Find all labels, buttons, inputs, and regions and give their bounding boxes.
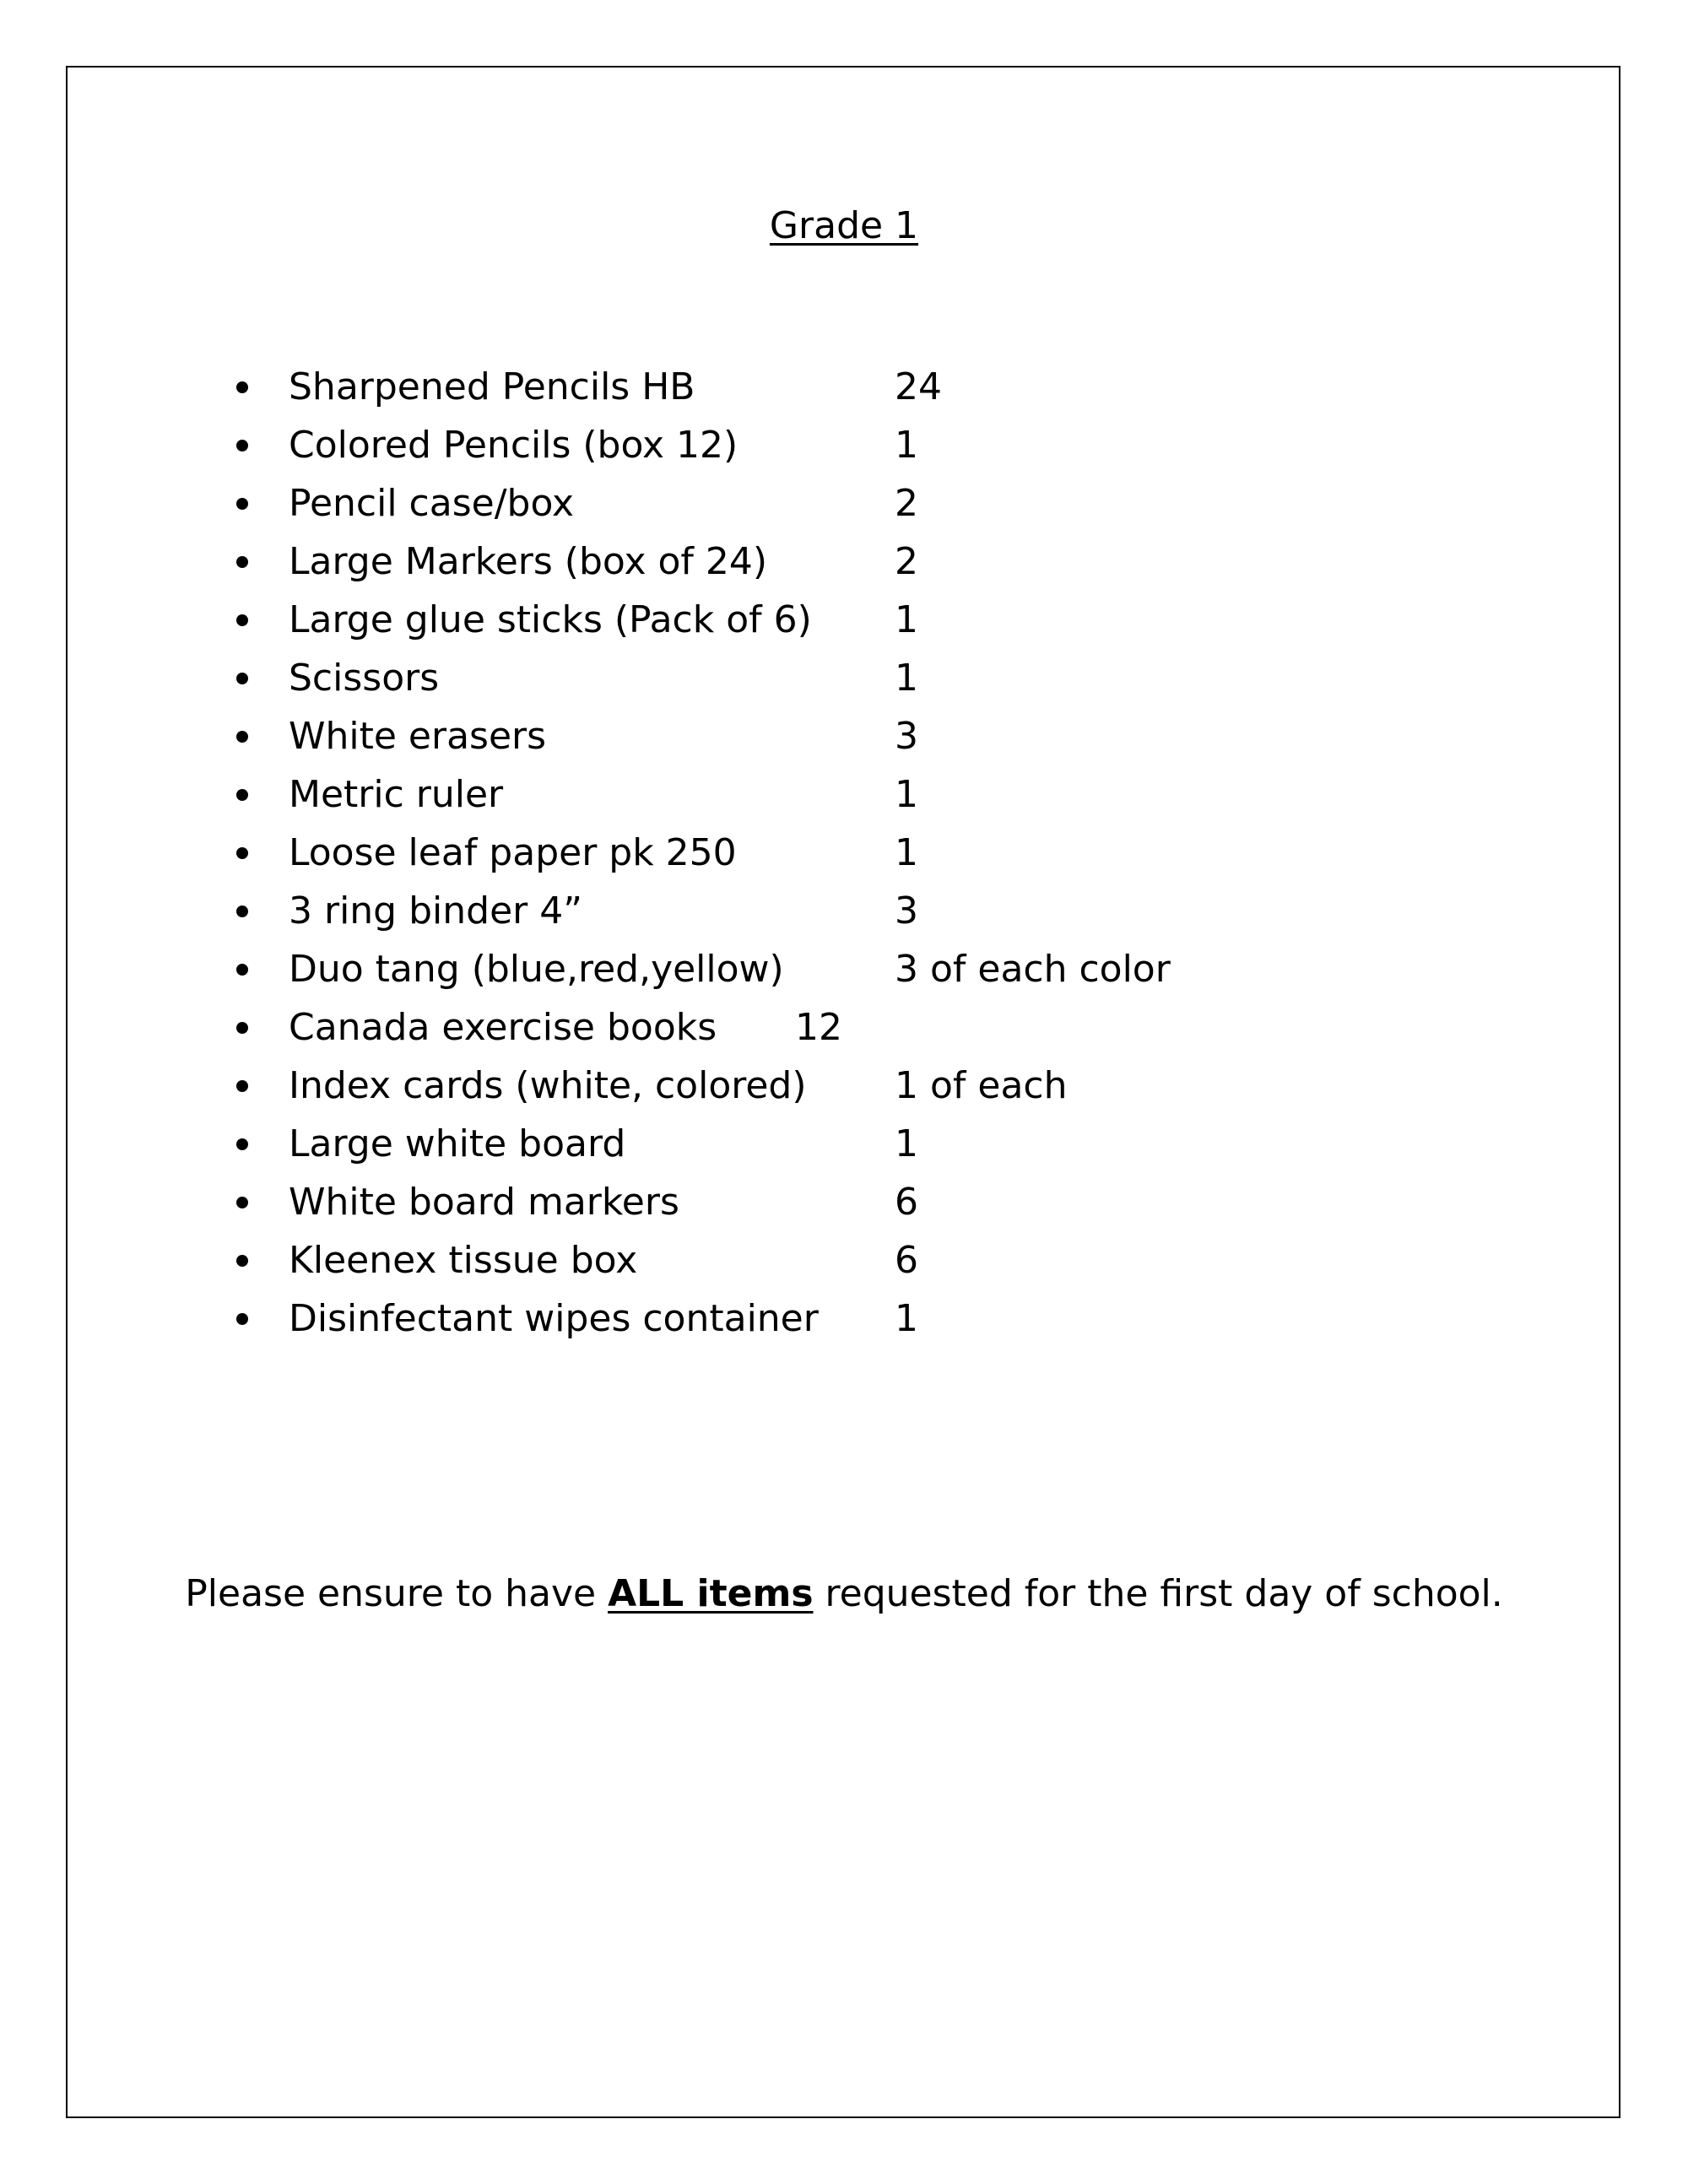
list-item: [0, 707, 1688, 765]
bullet-icon: [236, 381, 248, 393]
item-name: White erasers: [289, 715, 547, 758]
item-name: Disinfectant wipes container: [289, 1297, 819, 1340]
item-quantity: 3 of each color: [895, 948, 1171, 991]
bullet-icon: [236, 673, 248, 684]
item-name: Loose leaf paper pk 250: [289, 831, 737, 874]
bullet-icon: [236, 964, 248, 976]
list-item: [0, 416, 1688, 474]
note-emphasis: ALL items: [608, 1572, 814, 1615]
item-name: 3 ring binder 4”: [289, 889, 583, 933]
item-quantity: 1: [895, 831, 918, 874]
list-item: [0, 1173, 1688, 1231]
item-quantity: 3: [895, 889, 918, 933]
list-item: [0, 649, 1688, 707]
bullet-icon: [236, 731, 248, 743]
title-text: Grade 1: [769, 204, 919, 247]
list-item: [0, 998, 1688, 1057]
bullet-icon: [236, 1313, 248, 1325]
item-quantity: 1: [895, 1297, 918, 1340]
item-quantity: 6: [895, 1239, 918, 1282]
list-item: [0, 1057, 1688, 1115]
footer-note: [0, 1569, 1688, 1619]
item-name: Canada exercise books: [289, 1006, 717, 1049]
note-text-after: requested for the first day of school.: [813, 1572, 1503, 1615]
item-quantity: 1 of each: [895, 1064, 1068, 1107]
item-name: Colored Pencils (box 12): [289, 424, 738, 467]
list-item: [0, 1231, 1688, 1289]
item-quantity: 24: [895, 365, 942, 408]
list-item: [0, 1115, 1688, 1173]
item-name: Metric ruler: [289, 773, 504, 816]
list-item: [0, 765, 1688, 824]
item-quantity: 1: [895, 773, 918, 816]
bullet-icon: [236, 614, 248, 626]
item-quantity: 1: [895, 424, 918, 467]
bullet-icon: [236, 556, 248, 568]
list-item: [0, 358, 1688, 416]
bullet-icon: [236, 905, 248, 917]
bullet-icon: [236, 1197, 248, 1208]
item-quantity: 1: [895, 598, 918, 641]
bullet-icon: [236, 498, 248, 510]
supply-list: [0, 358, 1688, 1348]
list-item: [0, 591, 1688, 649]
bullet-icon: [236, 1138, 248, 1150]
item-name: Index cards (white, colored): [289, 1064, 807, 1107]
item-name: Pencil case/box: [289, 482, 575, 525]
item-quantity: 3: [895, 715, 918, 758]
list-item: [0, 532, 1688, 591]
bullet-icon: [236, 789, 248, 801]
item-quantity: 12: [795, 1006, 842, 1049]
bullet-icon: [236, 1022, 248, 1034]
item-quantity: 6: [895, 1181, 918, 1224]
item-quantity: 2: [895, 540, 918, 583]
item-name: Duo tang (blue,red,yellow): [289, 948, 784, 991]
bullet-icon: [236, 847, 248, 859]
list-item: [0, 1289, 1688, 1348]
item-name: Scissors: [289, 657, 440, 700]
item-name: Large Markers (box of 24): [289, 540, 768, 583]
page-title: [0, 201, 1688, 251]
bullet-icon: [236, 1080, 248, 1092]
list-item: [0, 940, 1688, 998]
bullet-icon: [236, 1255, 248, 1267]
note-text-before: Please ensure to have: [185, 1572, 609, 1615]
list-item: [0, 882, 1688, 940]
list-item: [0, 474, 1688, 532]
item-quantity: 2: [895, 482, 918, 525]
list-item: [0, 824, 1688, 882]
item-name: Kleenex tissue box: [289, 1239, 638, 1282]
item-name: White board markers: [289, 1181, 679, 1224]
item-name: Sharpened Pencils HB: [289, 365, 695, 408]
item-name: Large white board: [289, 1122, 626, 1165]
bullet-icon: [236, 440, 248, 451]
item-quantity: 1: [895, 657, 918, 700]
item-quantity: 1: [895, 1122, 918, 1165]
item-name: Large glue sticks (Pack of 6): [289, 598, 812, 641]
